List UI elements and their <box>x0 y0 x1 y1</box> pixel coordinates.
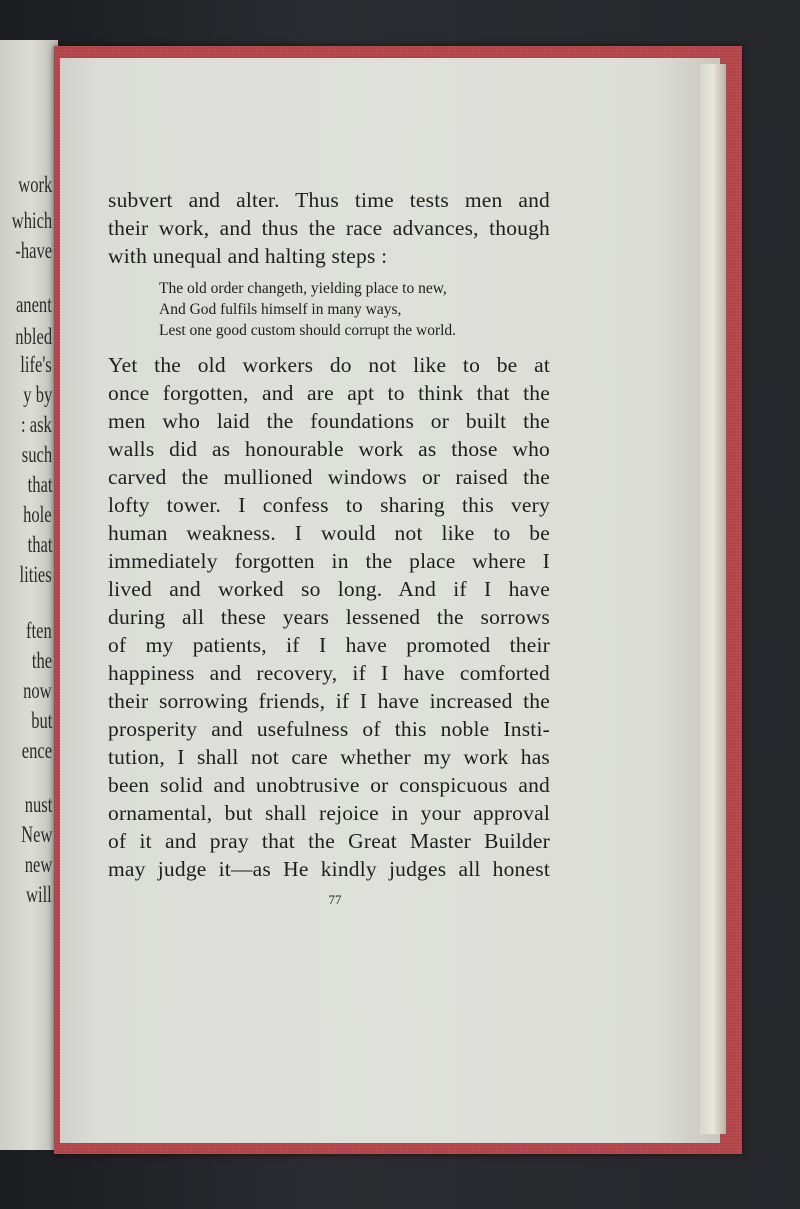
text-line: carved the mullioned windows or raised the <box>108 465 550 489</box>
left-page-fragment: lities <box>19 562 52 587</box>
text-line: once forgotten, and are apt to think that the <box>108 381 550 405</box>
left-page-fragment: -have <box>15 238 52 263</box>
text-line: been solid and unobtrusive or conspicuous and <box>108 773 550 797</box>
text-line: subvert and alter. Thus time tests men and <box>108 188 550 212</box>
left-page-fragment: hole <box>23 502 52 527</box>
page-number: 77 <box>328 892 342 907</box>
left-page-fragment: such <box>21 442 52 467</box>
text-line: their sorrowing friends, if I have increased the <box>108 689 550 713</box>
left-page-fragment: anent <box>16 292 52 317</box>
paragraph-2 <box>108 351 550 883</box>
left-page-fragment: : ask <box>21 412 52 437</box>
text-line: ornamental, but shall rejoice in your approval <box>108 801 550 825</box>
left-page-fragment: y by <box>23 382 52 407</box>
left-page-fragment: that <box>27 472 52 497</box>
text-line: human weakness. I would not like to be <box>108 521 550 545</box>
left-page-fragment: New <box>20 822 52 847</box>
text-line: Yet the old workers do not like to be at <box>108 353 550 377</box>
left-page-fragment: will <box>26 882 52 907</box>
text-line: during all these years lessened the sorrows <box>108 605 550 629</box>
left-page-fragment: ence <box>21 738 52 763</box>
left-page-fragment: which <box>11 208 52 233</box>
text-line: lofty tower. I confess to sharing this very <box>108 493 550 517</box>
text-line: Lest one good custom should corrupt the world. <box>159 322 457 339</box>
text-line: lived and worked so long. And if I have <box>108 577 550 601</box>
left-page-fragment: new <box>24 852 52 877</box>
page-edges <box>700 64 726 1134</box>
left-page-fragment: nust <box>24 792 52 817</box>
text-line: with unequal and halting steps : <box>108 244 388 268</box>
left-page-edge <box>0 40 58 1150</box>
text-line: men who laid the foundations or built the <box>108 409 550 433</box>
left-page-fragment: nbled <box>15 324 52 349</box>
text-line: may judge it—as He kindly judges all honest <box>108 857 550 881</box>
left-page-fragment: but <box>30 708 52 733</box>
left-page-fragment: now <box>23 678 52 703</box>
left-page-fragment: that <box>27 532 52 557</box>
text-line: walls did as honourable work as those who <box>108 437 550 461</box>
left-page-fragment: work <box>17 172 52 197</box>
text-line: tution, I shall not care whether my work has <box>108 745 550 769</box>
text-line: prosperity and usefulness of this noble Insti- <box>108 717 550 741</box>
verse-quote <box>159 278 517 341</box>
paragraph-1 <box>108 186 550 270</box>
text-line: of it and pray that the Great Master Builder <box>108 829 550 853</box>
text-line: immediately forgotten in the place where I <box>108 549 550 573</box>
left-page-fragment: ften <box>26 618 52 643</box>
page-text <box>108 186 550 883</box>
page-number-row <box>0 892 800 908</box>
text-line: of my patients, if I have promoted their <box>108 633 550 657</box>
text-line: The old order changeth, yielding place to new, <box>159 280 447 297</box>
text-line: happiness and recovery, if I have comforted <box>108 661 550 685</box>
text-line: And God fulfils himself in many ways, <box>159 301 402 318</box>
text-line: their work, and thus the race advances, though <box>108 216 550 240</box>
left-page-fragment: life's <box>20 352 52 377</box>
left-page-fragment: the <box>31 648 52 673</box>
